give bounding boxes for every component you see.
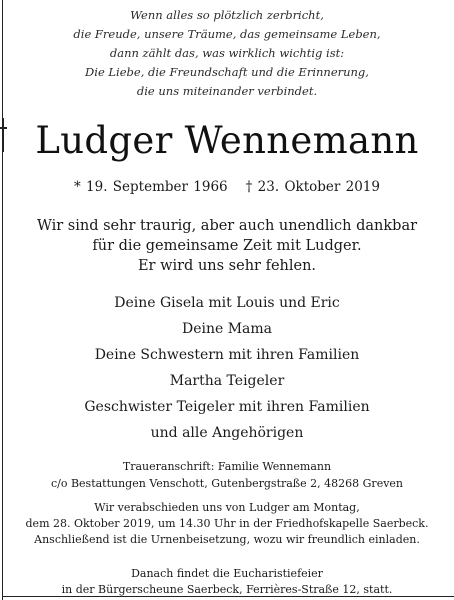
service-line: dem 28. Oktober 2019, um 14.30 Uhr in der Friedhofskapelle Saerbeck. [25, 517, 429, 530]
address-line: c/o Bestattungen Venschott, Gutenbergstraße 2, 48268 Greven [50, 477, 404, 490]
eucharist-line: Danach findet die Eucharistiefeier [131, 567, 323, 580]
birth-date: * 19. September 1966 [74, 179, 228, 195]
mourner-entry: Martha Teigeler [169, 373, 285, 389]
mourners-list [0, 290, 454, 446]
eucharist-info [0, 566, 454, 598]
message-line: für die gemeinsame Zeit mit Ludger. [92, 238, 362, 254]
mourner-entry: Deine Mama [181, 321, 273, 337]
poem-line: dann zählt das, was wirklich wichtig ist: [109, 46, 345, 60]
mourner-entry: Geschwister Teigeler mit ihren Familien [84, 399, 370, 415]
mourning-message [0, 216, 454, 276]
message-line: Wir sind sehr traurig, aber auch unendlich dankbar [36, 218, 418, 234]
poem-line: die Freude, unsere Träume, das gemeinsame Leben, [73, 27, 381, 41]
service-line: Wir verabschieden uns von Ludger am Montag, [94, 501, 360, 514]
funeral-service-info [0, 500, 454, 548]
eucharist-line: in der Bürgerscheune Saerbeck, Ferrières-Straße 12, statt. [61, 583, 393, 596]
poem-line: Wenn alles so plötzlich zerbricht, [130, 8, 324, 22]
deceased-name: Ludger Wennemann [35, 119, 419, 162]
mourner-entry: Deine Schwestern mit ihren Familien [94, 347, 360, 363]
poem-line: die uns miteinander verbindet. [136, 84, 318, 98]
mourner-entry: und alle Angehörigen [150, 425, 304, 441]
mourning-address [0, 458, 454, 492]
death-date: † 23. Oktober 2019 [245, 179, 380, 195]
address-line: Traueranschrift: Familie Wennemann [122, 460, 332, 473]
message-line: Er wird uns sehr fehlen. [137, 258, 317, 274]
mourner-entry: Deine Gisela mit Louis und Eric [114, 295, 340, 311]
service-line: Anschließend ist die Urnenbeisetzung, wozu wir freundlich einladen. [34, 533, 420, 546]
poem-line: Die Liebe, die Freundschaft und die Erinnerung, [85, 65, 369, 79]
life-dates [0, 178, 454, 196]
poem [0, 6, 454, 101]
